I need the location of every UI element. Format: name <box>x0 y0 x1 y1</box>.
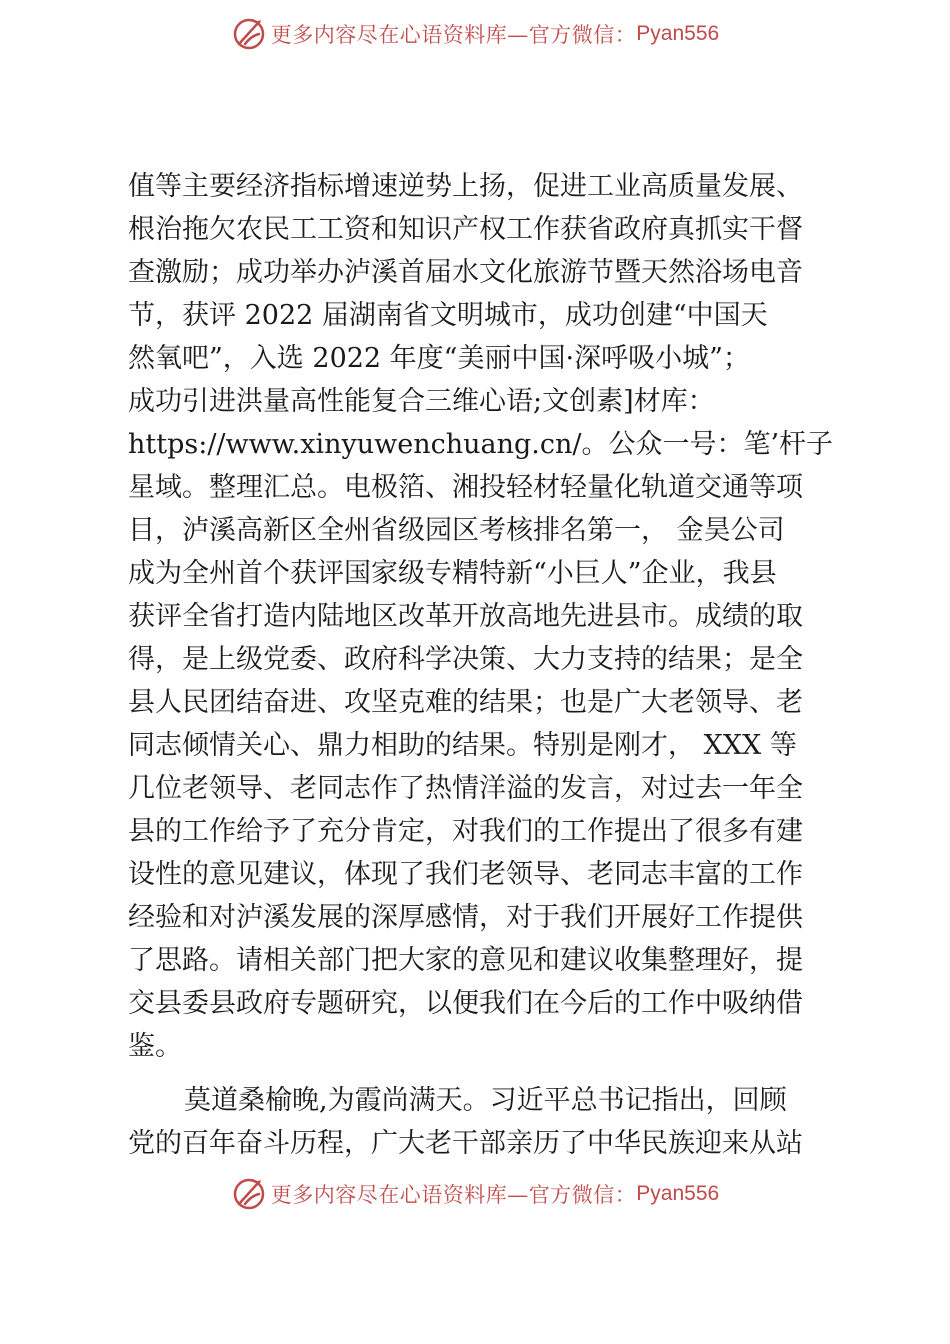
text-line: 设性的意见建议，体现了我们老领导、老同志丰富的工作 <box>128 859 803 890</box>
text-line: 获评全省打造内陆地区改革开放高地先进县市。成绩的取 <box>128 601 803 632</box>
paragraph-1 <box>128 165 834 1068</box>
paragraph-2 <box>128 1079 828 1165</box>
header-banner-id: Pyan556 <box>636 22 720 45</box>
text-line: 鉴。 <box>128 1031 182 1062</box>
text-line <box>128 1079 828 1122</box>
header-banner-text: 更多内容尽在心语资料库—官方微信： <box>270 23 637 47</box>
text-line: https://www.xinyuwenchuang.cn/。公众一号：笔’杆子 <box>128 429 834 460</box>
text-line: 经验和对泸溪发展的深厚感情，对于我们开展好工作提供 <box>128 902 803 933</box>
text-line: 几位老领导、老同志作了热情洋溢的发言，对过去一年全 <box>128 773 803 804</box>
text-line: 成为全州首个获评国家级专精特新“小巨人”企业，我县 <box>128 558 777 589</box>
text-line: 县人民团结奋进、攻坚克难的结果；也是广大老领导、老 <box>128 687 803 718</box>
text-line: 县的工作给予了充分肯定，对我们的工作提出了很多有建 <box>128 816 803 847</box>
text-line: 目，泸溪高新区全州省级园区考核排名第一， 金昊公司 <box>128 515 785 546</box>
logo-icon <box>231 1176 267 1212</box>
text-line: 值等主要经济指标增速逆势上扬，促进工业高质量发展、 <box>128 171 803 202</box>
text-line: 了思路。请相关部门把大家的意见和建议收集整理好，提 <box>128 945 803 976</box>
text-line-content: 莫道桑榆晚,为霞尚满天。习近平总书记指出，回顾 <box>184 1085 787 1116</box>
logo-icon <box>231 16 267 52</box>
text-line: 星域。整理汇总。电极箔、湘投轻材轻量化轨道交通等项 <box>128 472 803 503</box>
footer-watermark-banner <box>0 1172 950 1216</box>
text-line: 同志倾情关心、鼎力相助的结果。特别是刚才， XXX 等 <box>128 730 797 761</box>
footer-banner-text: 更多内容尽在心语资料库—官方微信： <box>270 1183 637 1207</box>
document-body <box>128 165 834 1165</box>
text-line: 得，是上级党委、政府科学决策、大力支持的结果；是全 <box>128 644 803 675</box>
text-line: 节，获评 2022 届湖南省文明城市，成功创建“中国天 <box>128 300 768 331</box>
text-line: 成功引进洪量高性能复合三维心语;文创素]材库： <box>128 386 715 417</box>
text-line: 交县委县政府专题研究，以便我们在今后的工作中吸纳借 <box>128 988 803 1019</box>
footer-banner-id: Pyan556 <box>636 1182 720 1205</box>
text-line: 查激励；成功举办泸溪首届水文化旅游节暨天然浴场电音 <box>128 257 803 288</box>
header-watermark-banner <box>0 12 950 56</box>
text-line: 根治拖欠农民工工资和知识产权工作获省政府真抓实干督 <box>128 214 803 245</box>
text-line: 党的百年奋斗历程，广大老干部亲历了中华民族迎来从站 <box>128 1128 803 1159</box>
text-line: 然氧吧”，入选 2022 年度“美丽中国·深呼吸小城”； <box>128 343 750 374</box>
